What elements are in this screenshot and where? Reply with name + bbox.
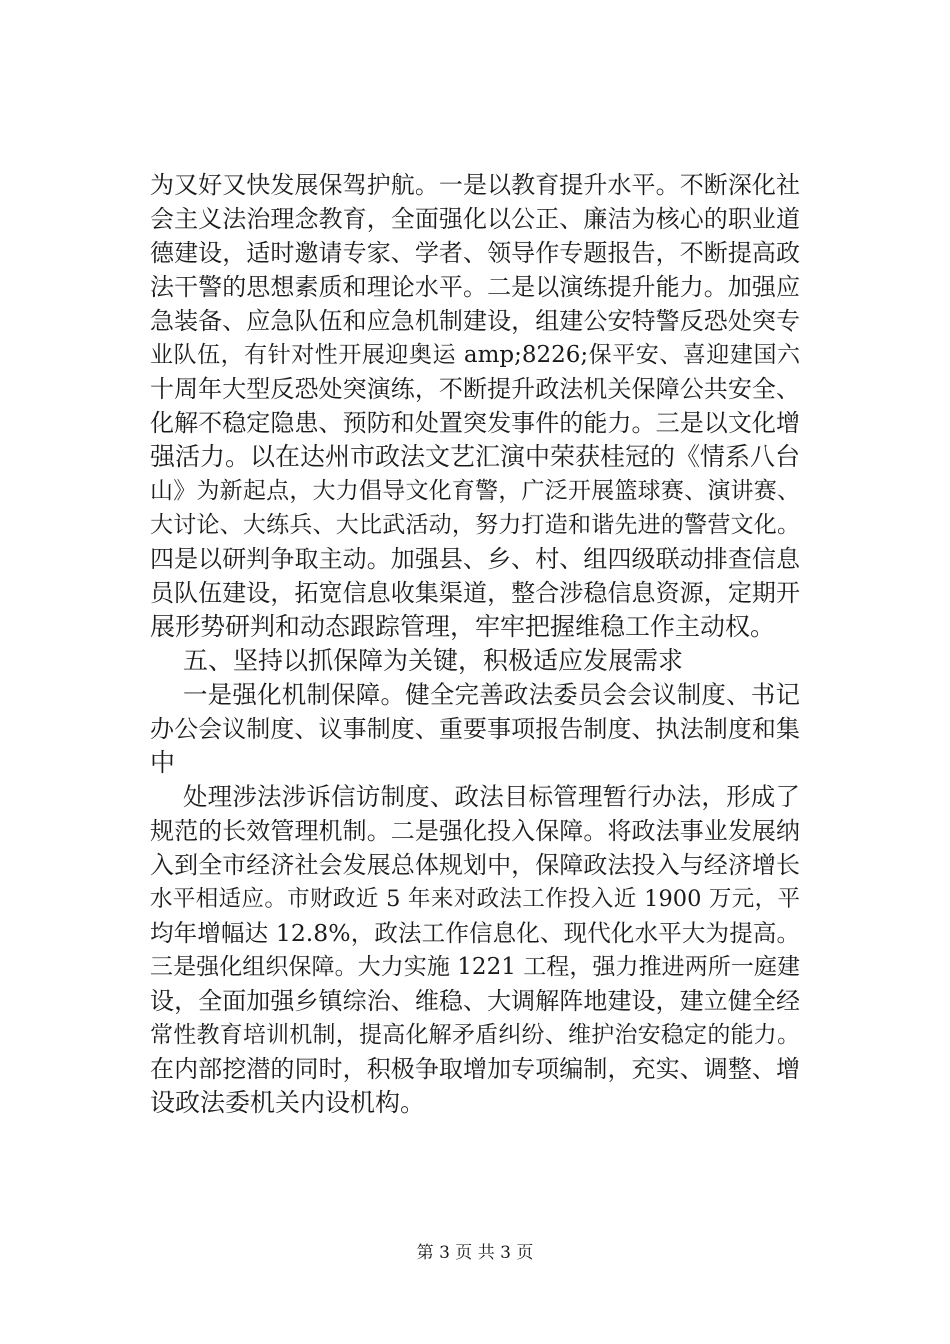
text-line: 山》为新起点，大力倡导文化育警，广泛开展篮球赛、演讲赛、	[150, 478, 800, 504]
text-line: 常性教育培训机制，提高化解矛盾纠纷、维护治安稳定的能力。	[150, 1022, 800, 1048]
text-line: 十周年大型反恐处突演练，不断提升政法机关保障公共安全、	[150, 375, 800, 403]
text-line: 强活力。以在达州市政法文艺汇演中荣获桂冠的《情系八台	[150, 442, 801, 471]
text-line: 三是强化组织保障。大力实施 1221 工程，强力推进两所一庭建	[150, 954, 800, 980]
text-line: 急装备、应急队伍和应急机制建设，组建公安特警反恐处突专	[150, 307, 800, 335]
text-line: 大讨论、大练兵、大比武活动，努力打造和谐先进的警营文化。	[150, 512, 800, 538]
text-line: 设，全面加强乡镇综治、维稳、大调解阵地建设，建立健全经	[150, 987, 800, 1015]
text-line: 会主义法治理念教育，全面强化以公正、廉洁为核心的职业道	[150, 205, 800, 233]
text-line: 员队伍建设，拓宽信息收集渠道，整合涉稳信息资源，定期开	[150, 579, 800, 607]
text-line: 业队伍，有针对性开展迎奥运 amp;8226;保平安、喜迎建国六	[150, 342, 800, 368]
text-line: 入到全市经济社会发展总体规划中，保障政法投入与经济增长	[150, 851, 800, 879]
text-line: 设政法委机关内设机构。	[150, 1088, 426, 1117]
text-line: 办公会议制度、议事制度、重要事项报告制度、执法制度和集	[150, 715, 800, 743]
text-line: 展形势研判和动态跟踪管理，牢牢把握维稳工作主动权。	[150, 612, 776, 641]
text-line: 均年增幅达 12.8%，政法工作信息化、现代化水平大为提高。	[150, 919, 800, 947]
section-heading: 五、坚持以抓保障为关键，积极适应发展需求	[183, 646, 684, 675]
text-line: 处理涉法涉诉信访制度、政法目标管理暂行办法，形成了	[183, 782, 800, 811]
text-line: 为又好又快发展保驾护航。一是以教育提升水平。不断深化社	[150, 171, 800, 199]
text-line: 德建设，适时邀请专家、学者、领导作专题报告，不断提高政	[150, 239, 800, 267]
text-line: 一是强化机制保障。健全完善政法委员会会议制度、书记	[183, 680, 800, 709]
text-line: 规范的长效管理机制。二是强化投入保障。将政法事业发展纳	[150, 817, 800, 845]
text-line: 中	[150, 748, 176, 777]
text-line: 化解不稳定隐患、预防和处置突发事件的能力。三是以文化增	[150, 409, 800, 437]
text-line: 水平相适应。市财政近 5 年来对政法工作投入近 1900 万元，平	[150, 886, 800, 912]
text-line: 在内部挖潜的同时，积极争取增加专项编制，充实、调整、增	[150, 1055, 800, 1083]
body-text	[150, 168, 800, 1120]
page-footer: 第 3 页 共 3 页	[416, 1243, 534, 1263]
text-line: 四是以研判争取主动。加强县、乡、村、组四级联动排查信息	[150, 545, 800, 573]
text-line: 法干警的思想素质和理论水平。二是以演练提升能力。加强应	[150, 273, 800, 301]
